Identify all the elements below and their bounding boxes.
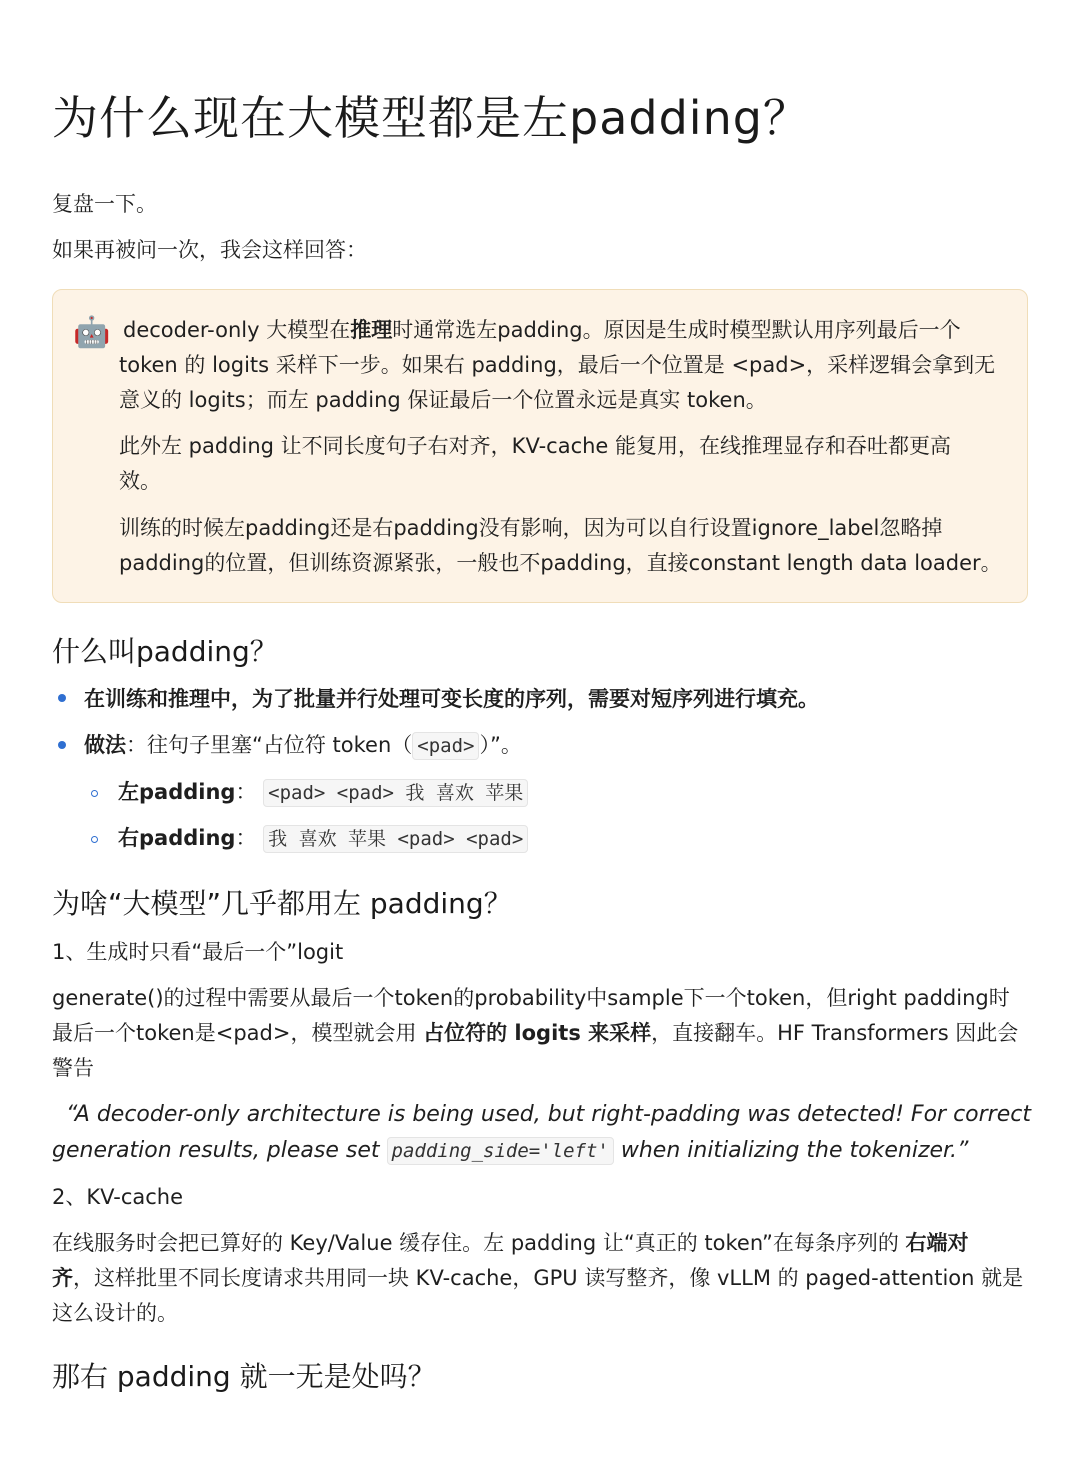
bullet-dot: [58, 694, 66, 702]
bullet-dot: [58, 741, 66, 749]
intro-line-1: 复盘一下。: [52, 192, 157, 216]
callout-p1-line3: 意义的 logits；而左 padding 保证最后一个位置永远是真实 token。: [119, 388, 767, 412]
sub-bullet-circle: [91, 836, 98, 843]
callout-p2-line2: 效。: [119, 469, 161, 493]
point-2: 2、KV-cache: [52, 1185, 184, 1209]
bullet-1: 在训练和推理中，为了批量并行处理可变长度的序列，需要对短序列进行填充。: [84, 687, 819, 711]
intro-line-2: 如果再被问一次，我会这样回答：: [52, 238, 367, 262]
bullet-2: 做法：往句子里塞“占位符 token（ <pad> ）”。: [84, 730, 522, 761]
para1-line1: generate()的过程中需要从最后一个token的probability中sample下一个token，但right padding时: [52, 986, 1010, 1010]
para2-line1: 在线服务时会把已算好的 Key/Value 缓存住。左 padding 让“真正的 token”在每条序列的 右端对: [52, 1231, 969, 1255]
para1-line2: 最后一个token是<pad>，模型就会用 占位符的 logits 来采样，直接翻车。HF Transformers 因此会: [52, 1021, 1019, 1045]
callout-p3-line2: padding的位置，但训练资源紧张，一般也不padding，直接constant length data loader。: [119, 551, 1002, 575]
right-padding-example: 右padding： 我 喜欢 苹果 <pad> <pad>: [118, 823, 528, 854]
callout-box: [52, 289, 1028, 603]
callout-p1-line2: token 的 logits 采样下一步。如果右 padding，最后一个位置是 <pad>，采样逻辑会拿到无: [119, 353, 996, 377]
para2-line2: 齐，这样批里不同长度请求共用同一块 KV-cache，GPU 读写整齐，像 vLLM 的 paged-attention 就是: [52, 1266, 1024, 1290]
warning-quote-line2: generation results, please set padding_side='left' when initializing the tokenizer.”: [52, 1138, 969, 1163]
sub-bullet-circle: [91, 790, 98, 797]
robot-icon: 🤖: [73, 315, 111, 350]
point-1: 1、生成时只看“最后一个”logit: [52, 940, 344, 964]
section1-heading: 什么叫padding？: [52, 635, 278, 668]
para2-line3: 这么设计的。: [52, 1301, 178, 1325]
para1-line3: 警告: [52, 1056, 94, 1080]
callout-p1-line1: decoder-only 大模型在推理时通常选左padding。原因是生成时模型默认用序列最后一个: [123, 318, 961, 342]
callout-p3-line1: 训练的时候左padding还是右padding没有影响，因为可以自行设置ignore_label忽略掉: [119, 516, 943, 540]
warning-quote-line1: “A decoder-only architecture is being used, but right-padding was detected! For correct: [66, 1102, 1031, 1127]
section2-heading: 为啥“大模型”几乎都用左 padding？: [52, 887, 512, 920]
page-title: 为什么现在大模型都是左padding？: [52, 91, 810, 145]
section3-heading: 那右 padding 就一无是处吗？: [52, 1360, 436, 1393]
callout-p2-line1: 此外左 padding 让不同长度句子右对齐，KV-cache 能复用，在线推理显存和吞吐都更高: [119, 434, 952, 458]
left-padding-example: 左padding： <pad> <pad> 我 喜欢 苹果: [118, 777, 528, 808]
